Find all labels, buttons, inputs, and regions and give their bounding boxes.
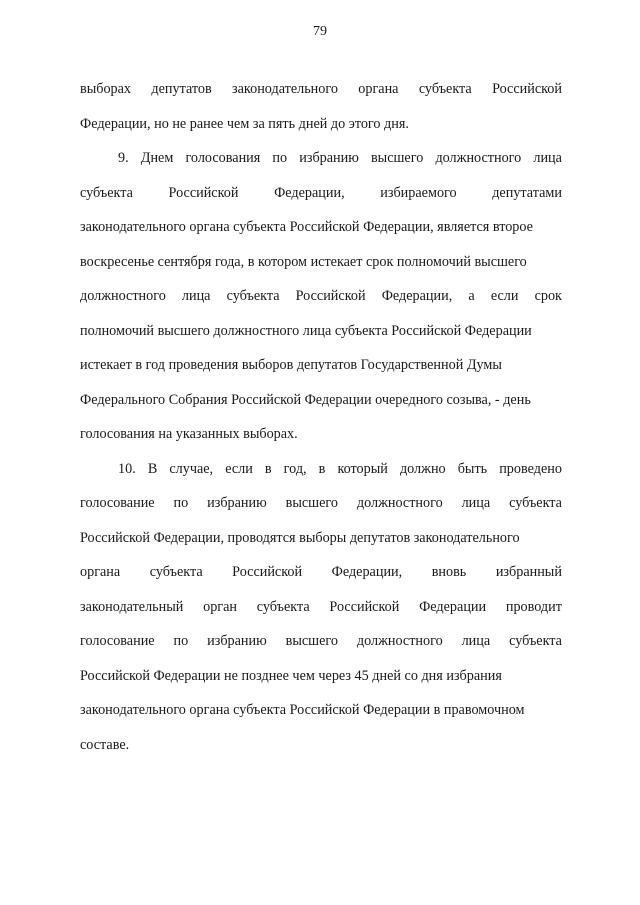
word: субъекта: [256, 598, 310, 615]
text-line: [80, 452, 562, 487]
word: в: [264, 460, 272, 477]
word: Федерации,: [331, 564, 403, 580]
word: выборах: [80, 81, 132, 97]
word: депутатами: [492, 184, 562, 201]
word: Российской: [295, 288, 366, 304]
word: законодательного: [232, 81, 338, 97]
word: проводит: [505, 598, 562, 615]
word: избираемого: [380, 184, 457, 201]
word: субъекта: [226, 288, 280, 304]
word: должностного: [356, 495, 443, 511]
word: 10.: [118, 460, 136, 477]
text-line: законодательного органа субъекта Российской Федерации, является второе: [80, 219, 533, 235]
word: Федерации,: [274, 184, 345, 201]
text-line: [80, 590, 562, 625]
word: В: [147, 460, 158, 477]
text-line: [80, 141, 562, 176]
word: должностного: [356, 633, 443, 649]
word: вновь: [431, 564, 467, 580]
word: голосование: [80, 495, 155, 511]
word: органа: [80, 564, 121, 580]
text-line: законодательного органа субъекта Российской Федерации в правомочном: [80, 702, 525, 718]
word: орган: [203, 598, 238, 615]
word: если: [490, 288, 519, 304]
word: законодательный: [80, 598, 184, 615]
text-line: Федерального Собрания Российской Федерации очередного созыва, - день: [80, 391, 531, 408]
word: высшего: [285, 495, 338, 511]
word: избранию: [207, 633, 267, 649]
text-line: Российской Федерации, проводятся выборы депутатов законодательного: [80, 529, 520, 546]
paragraph-continuation: [80, 72, 562, 141]
text-line: истекает в год проведения выборов депутатов Государственной Думы: [80, 357, 502, 373]
word: Федерации: [419, 598, 487, 615]
word: Днем: [140, 150, 174, 166]
text-line: [80, 486, 562, 521]
word: если: [225, 460, 253, 477]
word: должностного: [80, 288, 166, 304]
text-line: [80, 279, 562, 314]
word: лица: [461, 633, 491, 649]
word: субъекта: [418, 81, 472, 97]
word: субъекта: [149, 564, 203, 580]
word: случае,: [169, 460, 214, 477]
text-line: полномочий высшего должностного лица субъекта Российской Федерации: [80, 322, 532, 339]
text-line: Российской Федерации не позднее чем через 45 дней со дня избрания: [80, 667, 502, 684]
word: Российской: [492, 81, 562, 97]
word: срок: [534, 288, 562, 304]
word: быть: [457, 460, 488, 477]
word: голосование: [80, 633, 155, 649]
word: который: [337, 460, 388, 477]
word: а: [468, 288, 475, 304]
text-line: [80, 624, 562, 659]
document-body: [80, 72, 562, 762]
word: проведено: [499, 460, 562, 477]
word: высшего: [285, 633, 338, 649]
text-line: [80, 555, 562, 590]
word: избранию: [207, 495, 267, 511]
text-line: [80, 72, 562, 107]
word: 9.: [118, 150, 129, 166]
word: субъекта: [80, 184, 133, 201]
word: лица: [533, 150, 562, 166]
word: Федерации,: [381, 288, 453, 304]
word: по: [272, 150, 288, 166]
text-line: [80, 176, 562, 211]
word: должно: [399, 460, 446, 477]
word: в: [318, 460, 326, 477]
word: высшего: [370, 150, 424, 166]
word: лица: [461, 495, 491, 511]
word: избранный: [495, 564, 562, 580]
word: Российской: [168, 184, 239, 201]
word: Российской: [232, 564, 303, 580]
text-line: голосования на указанных выборах.: [80, 426, 298, 442]
text-line: воскресенье сентября года, в котором истекает срок полномочий высшего: [80, 253, 527, 270]
word: лица: [181, 288, 211, 304]
paragraph-10: [80, 452, 562, 763]
word: Российской: [329, 598, 400, 615]
word: субъекта: [509, 495, 562, 511]
word: органа: [358, 81, 399, 97]
word: депутатов: [151, 81, 212, 97]
text-line: составе.: [80, 736, 130, 753]
page-number: 79: [313, 24, 327, 39]
paragraph-9: [80, 141, 562, 452]
word: субъекта: [509, 633, 562, 649]
word: по: [173, 633, 189, 649]
word: голосования: [185, 150, 261, 166]
word: год,: [283, 460, 307, 477]
word: должностного: [435, 150, 522, 166]
text-line: Федерации, но не ранее чем за пять дней до этого дня.: [80, 115, 409, 132]
word: избранию: [299, 150, 359, 166]
word: по: [173, 495, 189, 511]
